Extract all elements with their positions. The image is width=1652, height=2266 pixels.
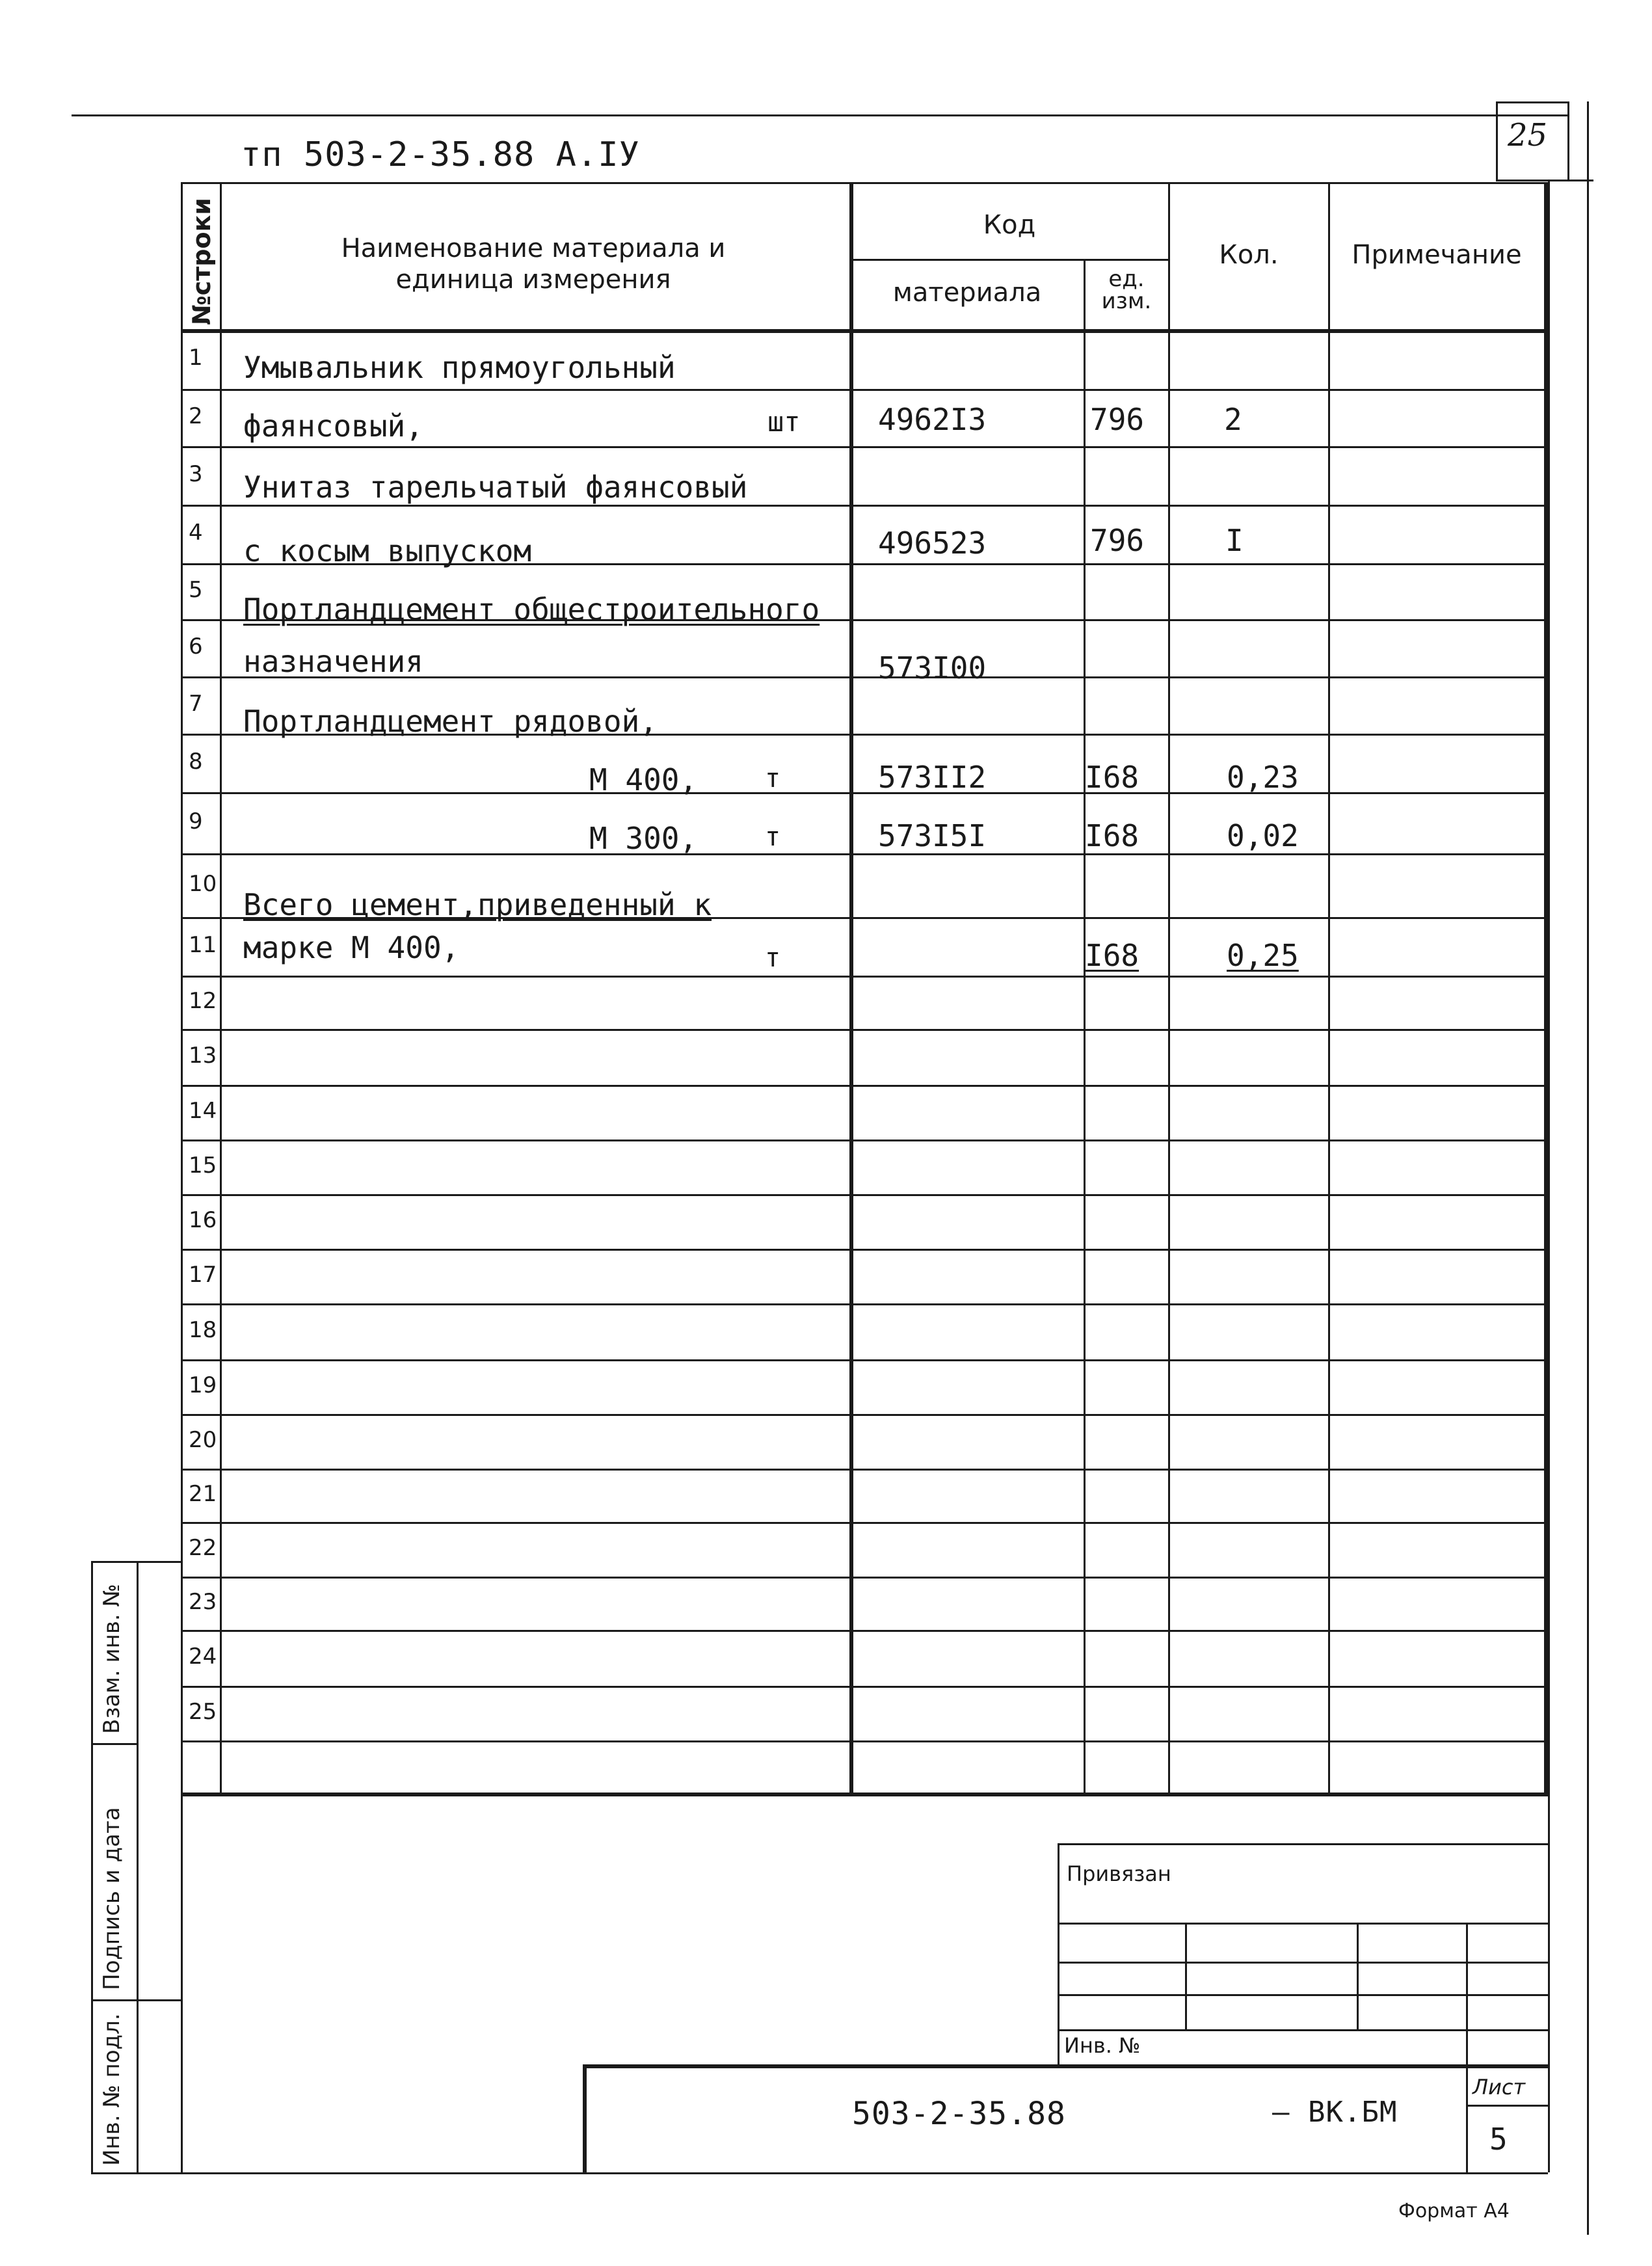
frame-bottom: [91, 2172, 1548, 2174]
format-label: Формат А4: [1398, 2200, 1510, 2222]
row8-material: 573II2: [878, 760, 987, 795]
row-number: 3: [189, 461, 203, 487]
row9-qty: 0,02: [1227, 818, 1299, 853]
tb-grid-3: [1058, 1994, 1548, 1996]
col-divider-rowno: [220, 182, 222, 1793]
row-rule: [181, 853, 1548, 855]
row-number: 24: [189, 1644, 217, 1670]
row2-name: фаянсовый,: [243, 408, 423, 444]
row-number: 13: [189, 1043, 217, 1069]
row4-unit-code: 796: [1090, 523, 1145, 558]
row9-name: М 300,: [589, 821, 698, 856]
row-number: 23: [189, 1589, 217, 1615]
corner-box-bottom: [1496, 180, 1593, 181]
page-corner-number: 25: [1508, 117, 1548, 153]
row-rule: [181, 1085, 1548, 1087]
row-rule: [181, 1414, 1548, 1416]
row8-name: М 400,: [589, 762, 698, 797]
row-number: 25: [189, 1699, 217, 1725]
tb-main-left: [583, 2064, 587, 2172]
row2-qty: 2: [1224, 402, 1242, 437]
side-inv-orig: Инв. № подл.: [99, 2013, 125, 2166]
tb-grid-v2: [1357, 1923, 1359, 2029]
tb-bound-label: Привязан: [1067, 1861, 1171, 1886]
row-rule: [181, 1469, 1548, 1471]
row-rule: [181, 1140, 1548, 1141]
side-signature-date: Подпись и дата: [99, 1807, 125, 1990]
document-code: тп 503-2-35.88 А.IУ: [241, 135, 640, 174]
header-bottom-rule: [181, 329, 1548, 333]
row-number: 1: [189, 345, 203, 371]
tb-bound-top: [1058, 1843, 1548, 1845]
row-rule: [181, 792, 1548, 794]
row-number: 17: [189, 1262, 217, 1288]
col-divider-name: [849, 182, 853, 1793]
row-number: 8: [189, 749, 203, 775]
row-number: 19: [189, 1372, 217, 1398]
row-rule: [181, 505, 1548, 507]
col-divider-right: [1544, 182, 1548, 1793]
tb-suffix: – ВК.БМ: [1272, 2096, 1398, 2129]
row-number: 2: [189, 403, 203, 429]
row-rule: [181, 1577, 1548, 1579]
row-rule: [181, 389, 1548, 391]
side-stamp-div1: [91, 1743, 137, 1745]
tb-sheet-divider: [1466, 2105, 1548, 2107]
col-divider-note: [1328, 182, 1330, 1793]
col-divider-qty: [1168, 182, 1170, 1793]
side-replace-inv: Взам. инв. №: [99, 1584, 125, 1734]
row-number: 11: [189, 932, 217, 958]
row4-qty: I: [1225, 523, 1244, 558]
row-number: 14: [189, 1098, 217, 1124]
row-rule: [181, 1359, 1548, 1361]
row-number: 18: [189, 1317, 217, 1343]
row-rule: [181, 1029, 1548, 1031]
row-rule: [181, 446, 1548, 448]
row-number: 9: [189, 808, 203, 834]
side-stamp-outer: [91, 1561, 93, 2172]
row7-name: Портландцемент рядовой,: [243, 704, 658, 739]
row9-unit-code: I68: [1085, 818, 1139, 853]
row-rule: [181, 1522, 1548, 1524]
side-stamp-inner: [137, 1561, 139, 2172]
row-number: 6: [189, 633, 203, 660]
row-rule: [181, 1303, 1548, 1305]
row-number: 4: [189, 520, 203, 546]
row-number: 10: [189, 871, 217, 897]
frame-left: [181, 182, 183, 2172]
row11-qty: 0,25: [1227, 938, 1299, 973]
row11-unit-code: I68: [1085, 938, 1139, 973]
row9-unit: т: [765, 822, 781, 852]
row1-name: Умывальник прямоугольный: [243, 350, 676, 385]
row11-unit: т: [765, 943, 781, 973]
row-rule: [181, 1793, 1548, 1796]
row8-unit-code: I68: [1085, 760, 1139, 795]
row3-name: Унитаз тарельчатый фаянсовый: [243, 470, 748, 505]
col-divider-unit: [1084, 259, 1086, 1793]
row6-name: назначения: [243, 644, 423, 679]
header-code-material: материала: [892, 278, 1042, 308]
row10-name: Всего цемент,приведенный к: [243, 887, 712, 922]
row4-name: с косым выпуском: [243, 533, 532, 568]
tb-grid-1: [1058, 1923, 1548, 1925]
row-number: 15: [189, 1153, 217, 1179]
frame-right: [1548, 180, 1550, 2172]
row-rule: [181, 1630, 1548, 1632]
row-rule: [181, 1194, 1548, 1196]
row-number: 16: [189, 1207, 217, 1233]
row6-material: 573I00: [878, 650, 987, 686]
tb-inv-no-label: Инв. №: [1064, 2033, 1141, 2058]
tb-bound-left: [1058, 1843, 1059, 2064]
row-rule: [181, 1249, 1548, 1251]
row4-material: 496523: [878, 526, 987, 561]
tb-sheet-number: 5: [1489, 2122, 1508, 2157]
row2-unit: шт: [767, 406, 801, 438]
header-name: Наименование материала и единица измерения: [341, 233, 726, 295]
header-row-number-label: №строки: [187, 198, 216, 325]
row2-unit-code: 796: [1090, 402, 1145, 437]
row11-name: марке М 400,: [243, 930, 460, 965]
tb-designation: 503-2-35.88: [852, 2096, 1066, 2132]
row-rule: [181, 976, 1548, 978]
tb-grid-v1: [1185, 1923, 1187, 2029]
page-right-edge: [1587, 101, 1589, 2235]
row8-unit: т: [765, 764, 781, 793]
side-stamp-div2: [91, 1999, 181, 2001]
row5-name: Портландцемент общестроительного: [243, 592, 820, 627]
side-stamp-top: [91, 1561, 181, 1563]
header-note: Примечание: [1352, 240, 1522, 270]
corner-box-right: [1567, 101, 1569, 180]
row9-material: 573I5I: [878, 818, 987, 853]
top-rule: [72, 114, 1567, 116]
tb-sheet-label: Лист: [1472, 2075, 1526, 2099]
code-subheader-rule: [851, 259, 1168, 261]
row-number: 5: [189, 577, 203, 603]
row-rule: [181, 1686, 1548, 1688]
header-code-unit: ед. изм.: [1101, 266, 1152, 314]
table-top: [181, 182, 1548, 184]
row-number: 20: [189, 1427, 217, 1453]
row-number: 21: [189, 1481, 217, 1507]
row8-qty: 0,23: [1227, 760, 1299, 795]
tb-main-top: [584, 2064, 1548, 2068]
header-qty: Кол.: [1219, 240, 1279, 270]
corner-box-left: [1496, 101, 1498, 180]
row-number: 7: [189, 691, 203, 717]
tb-grid-v3: [1466, 1923, 1468, 2172]
tb-grid-4: [1058, 2029, 1548, 2031]
tb-grid-2: [1058, 1962, 1548, 1964]
row-rule: [181, 1740, 1548, 1742]
header-code: Код: [983, 210, 1036, 240]
corner-box-top: [1496, 101, 1567, 103]
row-number: 22: [189, 1535, 217, 1561]
row-number: 12: [189, 988, 217, 1014]
row2-material: 4962I3: [878, 402, 987, 437]
